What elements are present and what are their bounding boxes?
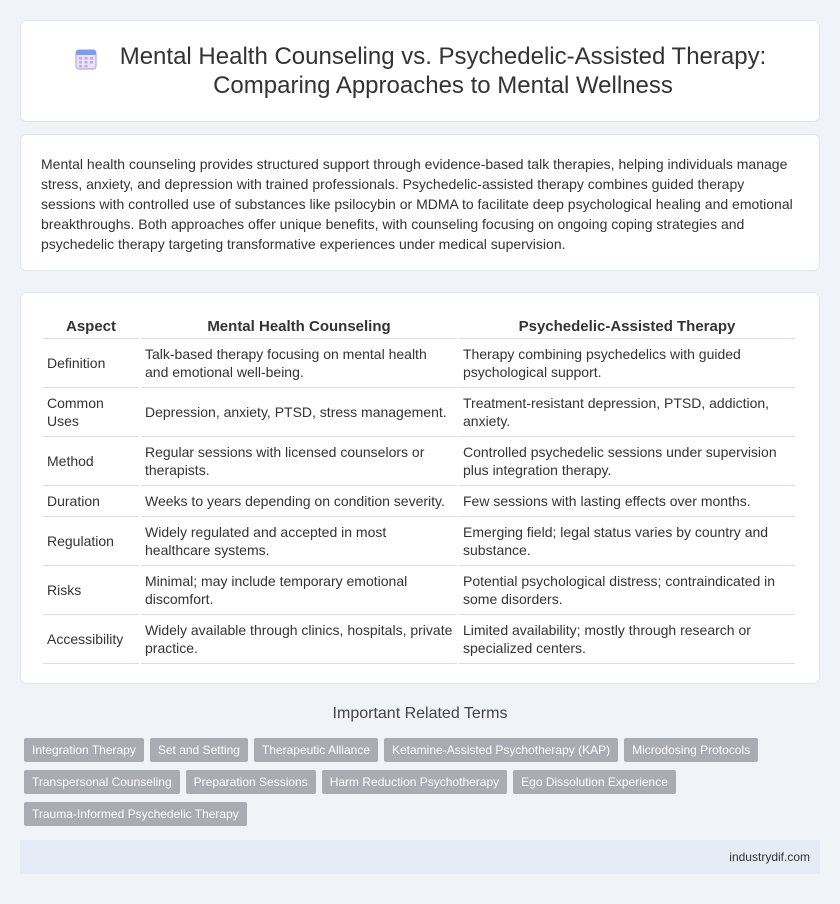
row-aspect: Duration xyxy=(43,486,139,517)
row-psychedelic: Emerging field; legal status varies by country and substance. xyxy=(459,517,795,566)
table-header-row xyxy=(43,309,795,339)
row-counseling: Widely available through clinics, hospitals, private practice. xyxy=(141,615,457,664)
footer xyxy=(20,840,820,874)
related-tag[interactable]: Preparation Sessions xyxy=(186,770,316,794)
footer-site[interactable]: industrydif.com xyxy=(729,850,810,864)
related-tag[interactable]: Microdosing Protocols xyxy=(624,738,758,762)
row-counseling: Talk-based therapy focusing on mental health and emotional well-being. xyxy=(141,339,457,388)
related-tag[interactable]: Therapeutic Alliance xyxy=(254,738,378,762)
related-terms-title: Important Related Terms xyxy=(332,705,508,722)
table-row xyxy=(43,486,795,517)
title-line-1: Mental Health Counseling vs. Psychedelic-Assisted Therapy: xyxy=(119,43,767,70)
comparison-table xyxy=(41,309,797,664)
table-row xyxy=(43,339,795,388)
row-aspect: Definition xyxy=(43,339,139,388)
row-counseling: Minimal; may include temporary emotional discomfort. xyxy=(141,566,457,615)
related-tag[interactable]: Ketamine-Assisted Psychotherapy (KAP) xyxy=(384,738,618,762)
row-aspect: Accessibility xyxy=(43,615,139,664)
row-counseling: Weeks to years depending on condition severity. xyxy=(141,486,457,517)
header-aspect: Aspect xyxy=(43,309,139,339)
row-psychedelic: Few sessions with lasting effects over months. xyxy=(459,486,795,517)
related-tag[interactable]: Transpersonal Counseling xyxy=(24,770,180,794)
intro-card xyxy=(20,134,820,271)
header-card xyxy=(20,20,820,122)
table-row xyxy=(43,388,795,437)
row-psychedelic: Potential psychological distress; contraindicated in some disorders. xyxy=(459,566,795,615)
intro-paragraph: Mental health counseling provides structured support through evidence-based talk therapies, helping individuals manage stress, anxiety, and depression with trained professionals. Psychedelic-assisted therapy combines guided therapy sessions with controlled use of substances like psilocybin or MDMA to facilitate deep psychological healing and emotional breakthroughs. Both approaches offer unique benefits, with counseling focusing on ongoing coping strategies and psychedelic therapy targeting transformative experiences under medical supervision. xyxy=(41,156,793,252)
header-counseling: Mental Health Counseling xyxy=(141,309,457,339)
table-row xyxy=(43,437,795,486)
related-tag[interactable]: Ego Dissolution Experience xyxy=(513,770,676,794)
row-counseling: Depression, anxiety, PTSD, stress management. xyxy=(141,388,457,437)
row-aspect: Method xyxy=(43,437,139,486)
row-psychedelic: Controlled psychedelic sessions under supervision plus integration therapy. xyxy=(459,437,795,486)
table-row xyxy=(43,615,795,664)
row-psychedelic: Limited availability; mostly through research or specialized centers. xyxy=(459,615,795,664)
row-psychedelic: Therapy combining psychedelics with guided psychological support. xyxy=(459,339,795,388)
row-counseling: Regular sessions with licensed counselors or therapists. xyxy=(141,437,457,486)
related-tag[interactable]: Integration Therapy xyxy=(24,738,144,762)
row-counseling: Widely regulated and accepted in most healthcare systems. xyxy=(141,517,457,566)
header-psychedelic: Psychedelic-Assisted Therapy xyxy=(459,309,795,339)
row-psychedelic: Treatment-resistant depression, PTSD, addiction, anxiety. xyxy=(459,388,795,437)
title-line-2: Comparing Approaches to Mental Wellness xyxy=(213,72,673,99)
page-title xyxy=(120,42,767,100)
related-tag[interactable]: Set and Setting xyxy=(150,738,248,762)
related-tag[interactable]: Harm Reduction Psychotherapy xyxy=(322,770,507,794)
calendar-icon xyxy=(74,47,98,71)
table-row xyxy=(43,566,795,615)
related-terms-tags xyxy=(24,738,824,834)
related-tag[interactable]: Trauma-Informed Psychedelic Therapy xyxy=(24,802,247,826)
row-aspect: Regulation xyxy=(43,517,139,566)
table-row xyxy=(43,517,795,566)
comparison-table-card xyxy=(20,292,820,684)
row-aspect: Common Uses xyxy=(43,388,139,437)
row-aspect: Risks xyxy=(43,566,139,615)
